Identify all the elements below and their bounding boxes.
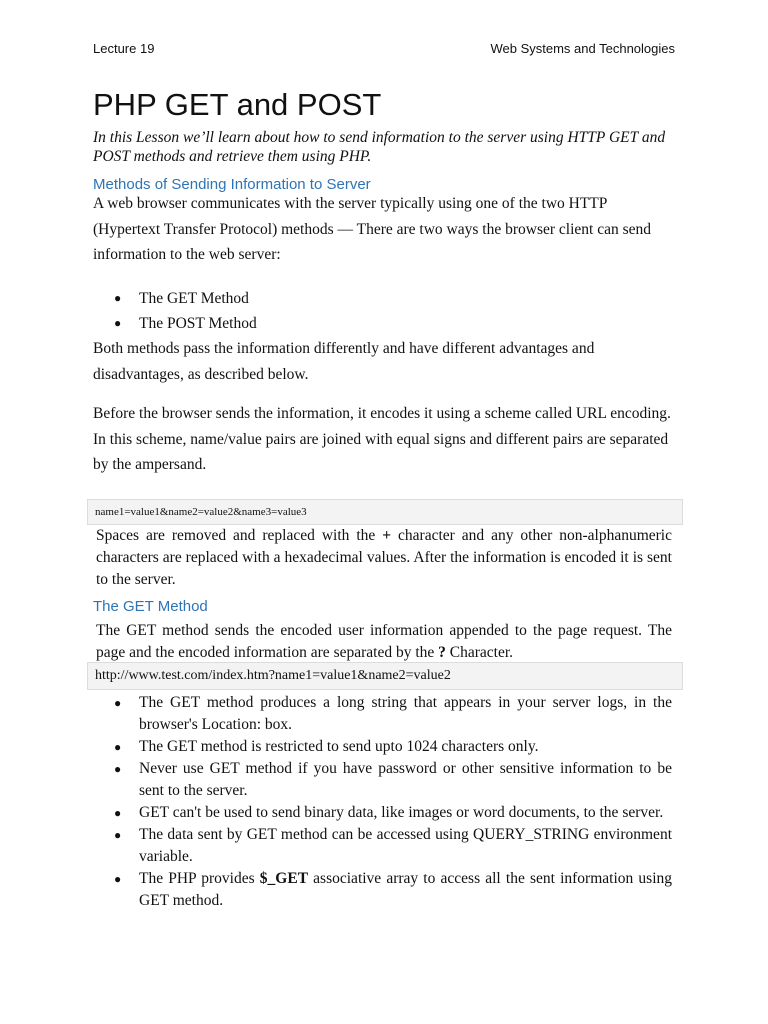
list-item: ● The GET method is restricted to send upto 1024 characters only. [139, 736, 672, 758]
plus-character: + [382, 527, 392, 544]
list-item: ● The GET method produces a long string that appears in your server logs, in the browser's Location: box. [114, 694, 672, 733]
page-title: PHP GET and POST [93, 87, 382, 122]
paragraph-get-method: The GET method sends the encoded user information appended to the page request. The page and the encoded information are separated by the ? Character. [96, 622, 672, 661]
header-course-title: Web Systems and Technologies [490, 41, 675, 56]
list-item: ● The data sent by GET method can be accessed using QUERY_STRING environment variable. [114, 826, 672, 865]
section-heading-get-method: The GET Method [93, 598, 208, 615]
methods-list [114, 286, 659, 336]
get-superglobal: $_GET [259, 870, 309, 887]
code-text: http://www.test.com/index.htm?name1=value1&name2=value2 [95, 668, 451, 683]
bullet-icon: ● [114, 316, 122, 330]
bullet-icon: ● [114, 696, 122, 710]
header-lecture-number: Lecture 19 [93, 41, 155, 56]
bullet-icon: ● [114, 740, 122, 754]
code-block-get-url [87, 662, 683, 690]
bullet-icon: ● [114, 291, 122, 305]
code-text: name1=value1&name2=value2&name3=value3 [95, 506, 307, 518]
list-item: ● GET can't be used to send binary data, like images or word documents, to the server. [139, 802, 672, 824]
paragraph-url-encoding: Before the browser sends the information, it encodes it using a scheme called URL encoding. In this scheme, name/value pairs are joined with equal signs and different pairs are separated by the ampersand. [93, 405, 671, 473]
list-item: ● The PHP provides $_GET associative array to access all the sent information using GET method. [114, 870, 673, 909]
paragraph-encoding-rules: Spaces are removed and replaced with the + character and any other non-alphanumeric characters are replaced with a hexadecimal values. After the information is encoded it is sent to the server. [96, 527, 672, 588]
list-item: ● Never use GET method if you have password or other sensitive information to be sent to the server. [114, 760, 672, 799]
bullet-icon: ● [114, 872, 122, 886]
bullet-icon: ● [114, 806, 122, 820]
bullet-icon: ● [114, 762, 122, 776]
list-item: ● The GET Method [139, 286, 659, 311]
question-mark-character: ? [438, 644, 446, 661]
intro-paragraph: In this Lesson we’ll learn about how to send information to the server using HTTP GET and POST methods and retrieve them using PHP. [93, 129, 666, 165]
list-item: ● The POST Method [139, 311, 659, 336]
paragraph-differences: Both methods pass the information differently and have different advantages and disadvantages, as described below. [93, 340, 595, 383]
get-method-facts-list [114, 692, 673, 912]
code-block-query-string [87, 499, 683, 525]
section-heading-methods: Methods of Sending Information to Server [93, 176, 371, 193]
paragraph-http-methods: A web browser communicates with the server typically using one of the two HTTP (Hypertext Transfer Protocol) methods — There are two ways the browser client can send information to the web server: [93, 195, 651, 263]
bullet-icon: ● [114, 828, 122, 842]
